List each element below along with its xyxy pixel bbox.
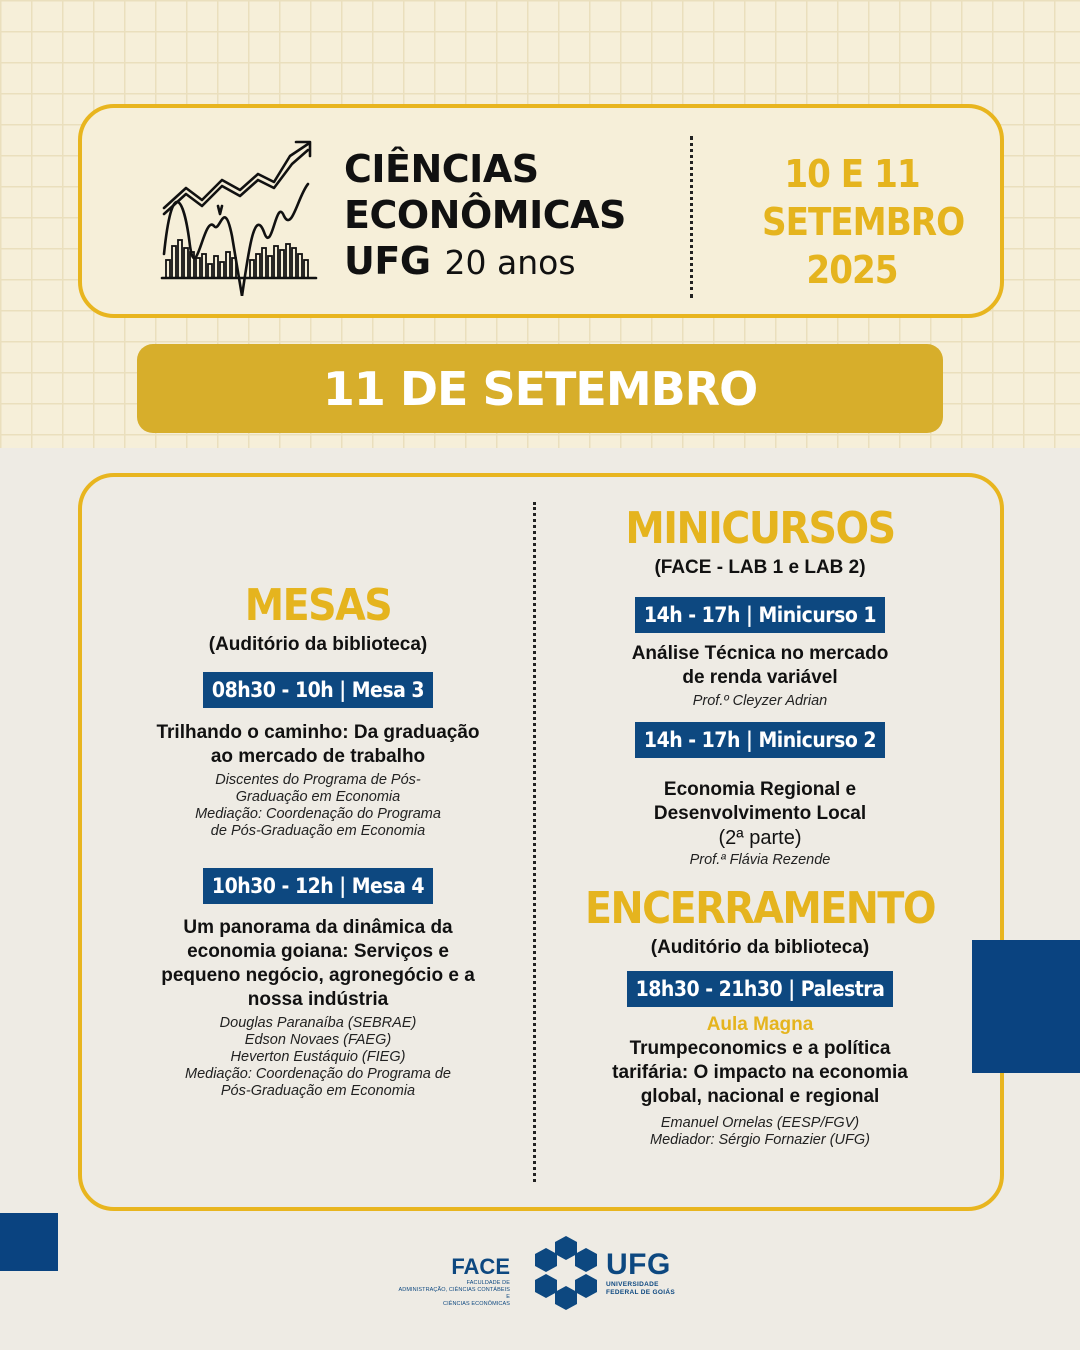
event-header: [78, 104, 1004, 318]
session-meta: Prof.ª Flávia Rezende: [689, 852, 831, 868]
session-title: [118, 721, 518, 769]
session-title-line: ao mercado de trabalho: [210, 746, 426, 767]
session-meta-line: Pós-Graduação em Economia: [220, 1083, 416, 1099]
hexagon-cluster-icon: [530, 1234, 602, 1312]
face-logo-full-line: FACULDADE DE: [466, 1280, 510, 1286]
session-tag: 14h - 17h | Minicurso 1: [635, 597, 885, 633]
event-title-line-1: CIÊNCIAS: [344, 147, 539, 191]
face-logo: [396, 1254, 510, 1308]
event-title: [344, 146, 626, 286]
session-tag: 08h30 - 10h | Mesa 3: [203, 672, 433, 708]
program-divider: [533, 502, 536, 1182]
session-title-line: de renda variável: [682, 667, 838, 688]
face-logo-name: FACE: [451, 1254, 510, 1279]
session-tag: 10h30 - 12h | Mesa 4: [203, 868, 433, 904]
aula-magna-label: Aula Magna: [706, 1014, 814, 1035]
mesas-section: [118, 580, 518, 1100]
session-meta-line: Mediação: Coordenação do Programa de: [185, 1066, 451, 1082]
ufg-logo: [530, 1234, 675, 1312]
session-tag: 18h30 - 21h30 | Palestra: [627, 971, 894, 1007]
session-title: [118, 916, 518, 1012]
session-meta-line: de Pós-Graduação em Economia: [210, 823, 426, 839]
event-dates-line-1: 10 E 11: [784, 152, 920, 196]
session-title-line: global, nacional e regional: [640, 1086, 880, 1107]
anniversary-label: 20 anos: [444, 243, 576, 282]
event-title-line-2: ECONÔMICAS: [344, 193, 626, 237]
session-meta: [118, 1015, 518, 1100]
session-meta-line: Douglas Paranaíba (SEBRAE): [219, 1015, 417, 1031]
decorative-square-left: [0, 1213, 58, 1271]
session-title: [560, 1037, 960, 1109]
ufg-logo-full-line: UNIVERSIDADE: [606, 1281, 659, 1288]
session-title-line: economia goiana: Serviços e: [187, 941, 449, 962]
session-title-line: Desenvolvimento Local: [653, 803, 867, 824]
header-divider: [690, 136, 693, 298]
encerramento-location: (Auditório da biblioteca): [650, 937, 870, 958]
session-title-line: Trilhando o caminho: Da graduação: [156, 722, 480, 743]
event-dates-line-2: SETEMBRO: [762, 200, 965, 244]
session-meta-line: Heverton Eustáquio (FIEG): [230, 1049, 406, 1065]
session-title-line: Trumpeconomics e a política: [629, 1038, 891, 1059]
session-meta: Prof.º Cleyzer Adrian: [692, 693, 828, 709]
session-title-line: nossa indústria: [247, 989, 389, 1010]
session-title: [560, 778, 960, 850]
minicursos-title: MINICURSOS: [625, 503, 895, 554]
event-dates-line-3: 2025: [806, 248, 898, 292]
session-title-line: pequeno negócio, agronegócio e a: [161, 965, 475, 986]
session-meta-line: Emanuel Ornelas (EESP/FGV): [660, 1115, 860, 1131]
face-logo-full-line: CIÊNCIAS ECONÔMICAS: [443, 1301, 510, 1307]
session-meta-line: Discentes do Programa de Pós-: [215, 772, 421, 788]
ufg-logo-full-line: FEDERAL DE GOIÁS: [606, 1289, 675, 1296]
session-tag: 14h - 17h | Minicurso 2: [635, 722, 885, 758]
session-meta-line: Edson Novaes (FAEG): [244, 1032, 392, 1048]
session-meta-line: Mediador: Sérgio Fornazier (UFG): [650, 1132, 870, 1148]
session-title-line: tarifária: O impacto na economia: [612, 1062, 908, 1083]
session-meta-line: Mediação: Coordenação do Programa: [195, 806, 441, 822]
session-title: [560, 642, 960, 690]
mesas-title: MESAS: [244, 580, 392, 631]
minicursos-section: [560, 503, 960, 1149]
encerramento-title: ENCERRAMENTO: [584, 883, 936, 934]
face-logo-full-line: ADMINISTRAÇÃO, CIÊNCIAS CONTÁBEIS E: [398, 1287, 510, 1300]
mesas-location: (Auditório da biblioteca): [208, 634, 428, 655]
session-title-line: Análise Técnica no mercado: [631, 643, 889, 664]
encerramento-section: [560, 883, 960, 1149]
session-part: (2ª parte): [718, 827, 802, 849]
minicursos-location: (FACE - LAB 1 e LAB 2): [654, 557, 866, 578]
day-banner: 11 DE SETEMBRO: [137, 344, 943, 433]
session-meta: [118, 772, 518, 840]
event-dates: [762, 150, 965, 294]
ufg-logo-name: UFG: [606, 1248, 671, 1281]
rising-chart-icon: [158, 136, 318, 296]
decorative-square-right: [972, 940, 1080, 1073]
session-meta: [560, 1115, 960, 1149]
session-meta-line: Graduação em Economia: [235, 789, 401, 805]
event-title-line-3: UFG: [344, 239, 431, 283]
session-title-line: Economia Regional e: [663, 779, 857, 800]
session-title-line: Um panorama da dinâmica da: [183, 917, 453, 938]
